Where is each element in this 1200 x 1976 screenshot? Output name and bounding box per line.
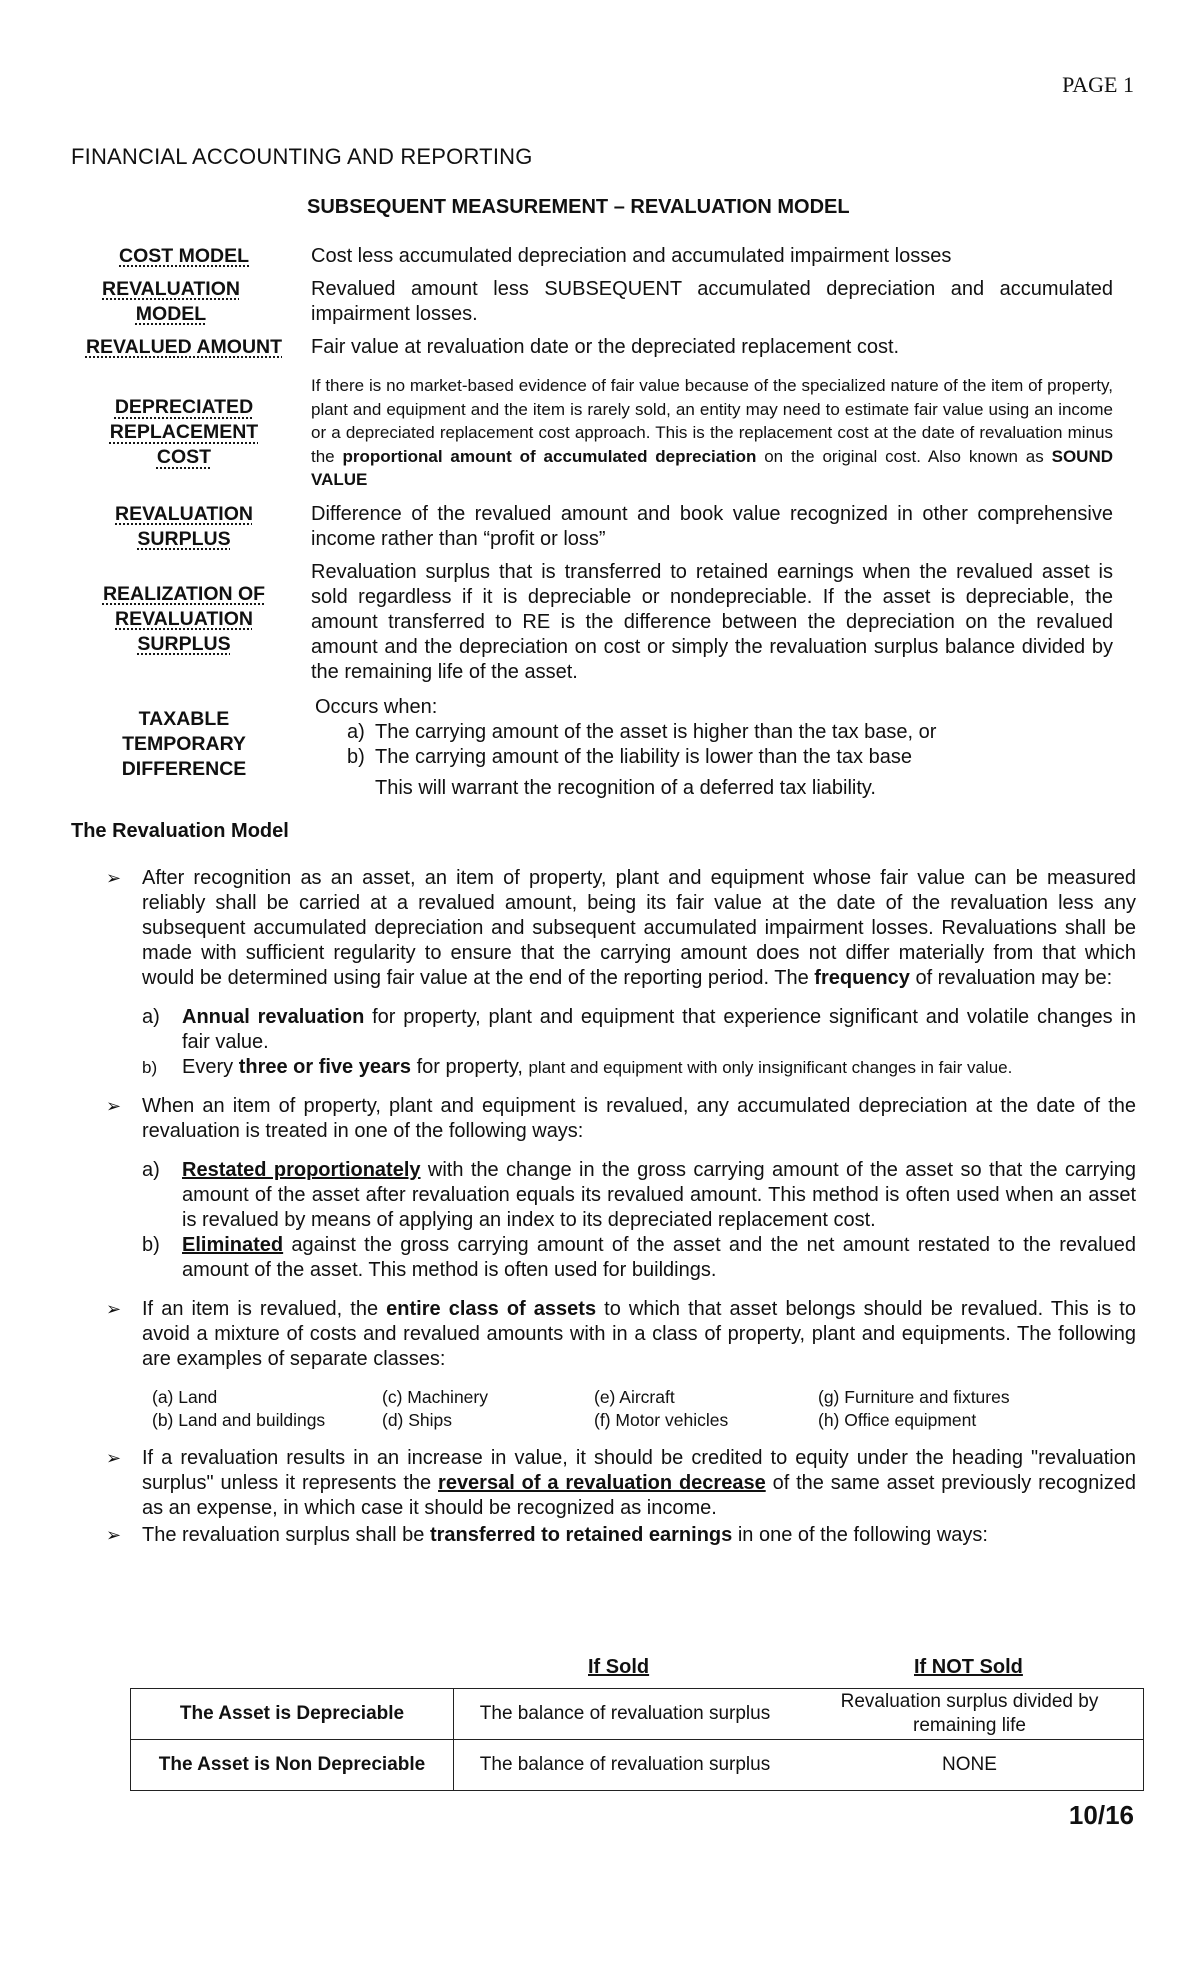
topic-title: SUBSEQUENT MEASUREMENT – REVALUATION MODEL	[307, 196, 850, 218]
definition-text: Revalued amount less SUBSEQUENT accumulated depreciation and accumulated impairment losses.	[311, 278, 1113, 325]
definition-cost-model	[71, 244, 1113, 269]
term: REVALUATION MODEL	[102, 278, 240, 325]
list-item: (d) Ships	[382, 1410, 453, 1430]
list-item: b) Eliminated against the gross carrying amount of the asset and the net amount restated to the revalued amount of the asset. This method is often used for buildings.	[142, 1234, 1136, 1281]
cell-if-sold: The balance of revaluation surplus	[454, 1689, 797, 1740]
treatment-list	[106, 1158, 1136, 1283]
definition-depreciated-replacement-cost	[71, 374, 1113, 492]
definition-text: If there is no market-based evidence of fair value because of the specialized nature of the item of property, plant and equipment and the item is rarely sold, an entity may need to estimate fair value using an income or a depreciated replacement cost approach. This is the replacement cost at the date of revaluation minus the proportional amount of accumulated depreciation on the original cost. Also known as SOUND VALUE	[311, 376, 1114, 489]
definition-text: Cost less accumulated depreciation and accumulated impairment losses	[311, 245, 952, 267]
list-item: (f) Motor vehicles	[594, 1410, 729, 1430]
table-header-if-sold: If Sold	[588, 1656, 650, 1678]
list-item: a) Annual revaluation for property, plant and equipment that experience significant and volatile changes in fair value.	[142, 1006, 1136, 1053]
list-item: a) The carrying amount of the asset is higher than the tax base, or	[347, 720, 937, 743]
cell-if-sold: The balance of revaluation surplus	[454, 1740, 797, 1791]
list-item: (g) Furniture and fixtures	[818, 1387, 1010, 1407]
bullet-entire-class: ➢ If an item is revalued, the entire class of assets to which that asset belongs should be revalued. This is to avoid a mixture of costs and revalued amounts with in a class of property, plant and equipments. The following are examples of separate classes:	[106, 1298, 1136, 1370]
list-item: (a) Land	[152, 1387, 218, 1407]
table-row	[131, 1740, 1144, 1791]
term: TAXABLE TEMPORARY DIFFERENCE	[121, 707, 247, 780]
course-title: FINANCIAL ACCOUNTING AND REPORTING	[71, 144, 533, 169]
section-title: The Revaluation Model	[71, 820, 289, 842]
cell-if-not-sold: NONE	[796, 1740, 1144, 1791]
revaluation-surplus-table	[130, 1688, 1144, 1791]
definition-revaluation-surplus	[71, 502, 1113, 552]
deferred-tax-note: This will warrant the recognition of a deferred tax liability.	[375, 776, 876, 799]
term: REVALUED AMOUNT	[85, 336, 283, 358]
asset-classes-grid	[106, 1386, 1136, 1432]
term: DEPRECIATED REPLACEMENT COST	[109, 396, 259, 469]
list-item: (b) Land and buildings	[152, 1410, 326, 1430]
definition-realization-of-revaluation-surplus	[71, 560, 1113, 685]
arrow-bullet-icon: ➢	[106, 1096, 122, 1116]
cell-if-not-sold: Revaluation surplus divided by remaining life	[796, 1689, 1144, 1740]
definition-text: Revaluation surplus that is transferred to retained earnings when the revalued asset is sold regardless if it is depreciable or nondepreciable. If the asset is depreciable, the amount transferred to RE is the difference between the depreciation on the revalued amount and the depreciation on cost or simply the revaluation surplus balance divided by the remaining life of the asset.	[311, 560, 1113, 683]
table-header-if-not-sold: If NOT Sold	[914, 1656, 1023, 1678]
definition-taxable-temporary-difference	[71, 695, 1113, 801]
list-item: (h) Office equipment	[818, 1410, 977, 1430]
list-item: b) The carrying amount of the liability is lower than the tax base	[347, 745, 912, 768]
arrow-bullet-icon: ➢	[106, 868, 122, 888]
arrow-bullet-icon: ➢	[106, 1525, 122, 1545]
row-label: The Asset is Depreciable	[131, 1689, 454, 1740]
page-label: PAGE 1	[1062, 72, 1134, 97]
bullet-increase-in-value: ➢ If a revaluation results in an increase in value, it should be credited to equity under the heading "revaluation surplus" unless it represents the reversal of a revaluation decrease of the same asset previously recognized as an expense, in which case it should be recognized as income.	[106, 1447, 1136, 1519]
occurs-list	[315, 720, 1113, 770]
arrow-bullet-icon: ➢	[106, 1448, 122, 1468]
bullet-recognition: ➢ After recognition as an asset, an item of property, plant and equipment whose fair value can be measured reliably shall be carried at a revalued amount, being its fair value at the date of the revaluation less any subsequent accumulated depreciation and subsequent accumulated impairment losses. Revaluations shall be made with sufficient regularity to ensure that the carrying amount does not differ materially from that which would be determined using fair value at the end of the reporting period. The frequency of revaluation may be:	[106, 867, 1136, 989]
definition-revalued-amount	[71, 335, 1113, 360]
list-item: (c) Machinery	[382, 1387, 488, 1407]
list-item: b) Every three or five years for property, plant and equipment with only insignificant changes in fair value.	[142, 1056, 1013, 1078]
occurs-intro: Occurs when:	[315, 695, 438, 718]
term: COST MODEL	[119, 245, 249, 267]
term: REVALUATION SURPLUS	[115, 502, 253, 550]
arrow-bullet-icon: ➢	[106, 1299, 122, 1319]
definition-text: Difference of the revalued amount and book value recognized in other comprehensive income rather than “profit or loss”	[311, 502, 1113, 550]
definitions-list	[71, 244, 1113, 809]
term: REALIZATION OF REVALUATION SURPLUS	[102, 582, 266, 655]
page-counter: 10/16	[1068, 1800, 1134, 1830]
definition-text: Fair value at revaluation date or the depreciated replacement cost.	[311, 336, 900, 358]
frequency-list	[106, 1005, 1136, 1080]
row-label: The Asset is Non Depreciable	[131, 1740, 454, 1791]
definition-revaluation-model	[71, 277, 1113, 327]
list-item: a) Restated proportionately with the change in the gross carrying amount of the asset so that the carrying amount of the asset after revaluation equals its revalued amount. This method is often used when an asset is revalued by means of applying an index to its depreciated replacement cost.	[142, 1159, 1137, 1231]
revaluation-model-body	[106, 866, 1136, 1562]
bullet-transfer-to-retained-earnings: ➢ The revaluation surplus shall be transferred to retained earnings in one of the following ways:	[106, 1524, 988, 1546]
list-item: (e) Aircraft	[594, 1387, 675, 1407]
table-row	[131, 1689, 1144, 1740]
bullet-accumulated-depreciation: ➢ When an item of property, plant and equipment is revalued, any accumulated depreciation at the date of the revaluation is treated in one of the following ways:	[106, 1095, 1136, 1142]
